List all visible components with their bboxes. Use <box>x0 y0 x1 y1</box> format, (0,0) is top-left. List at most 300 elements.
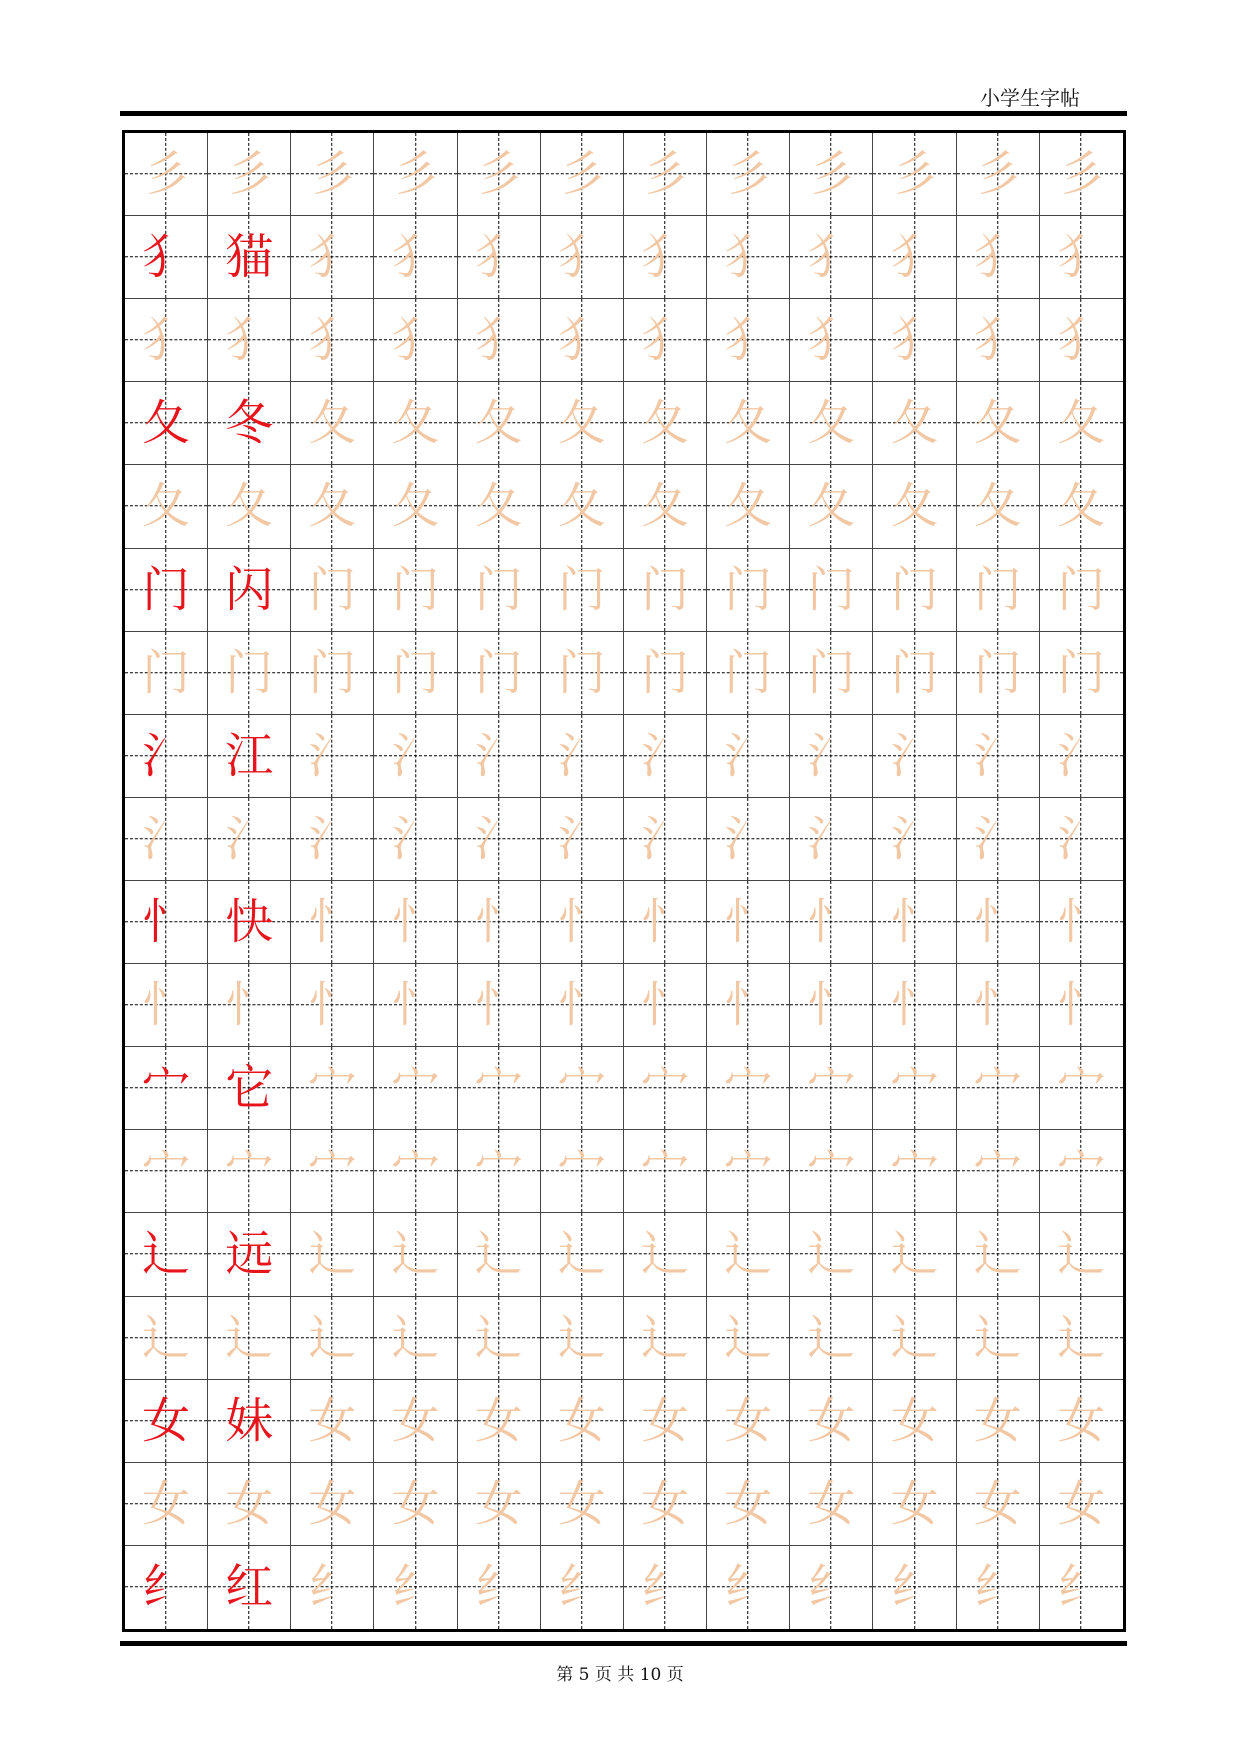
trace-character: 辶 <box>641 1309 690 1366</box>
grid-cell <box>1040 1380 1123 1463</box>
grid-cell <box>374 133 457 216</box>
trace-character: 犭 <box>807 229 856 286</box>
model-character: 快 <box>225 894 274 951</box>
trace-character: 宀 <box>142 1143 191 1200</box>
trace-character: 彡 <box>225 146 274 203</box>
grid-cell <box>125 216 208 299</box>
trace-character: 辶 <box>1057 1226 1106 1283</box>
trace-character: 辶 <box>391 1309 440 1366</box>
grid-cell <box>790 964 873 1047</box>
trace-character: 氵 <box>807 810 856 867</box>
trace-character: 犭 <box>557 229 606 286</box>
grid-cell <box>374 798 457 881</box>
grid-cell <box>957 798 1040 881</box>
trace-character: 犭 <box>890 312 939 369</box>
grid-cell <box>957 881 1040 964</box>
model-character: 远 <box>225 1226 274 1283</box>
grid-cell <box>873 382 956 465</box>
grid-cell <box>541 216 624 299</box>
grid-cell <box>125 1297 208 1380</box>
grid-cell <box>873 1213 956 1296</box>
grid-cell <box>374 299 457 382</box>
model-character: 妹 <box>225 1392 274 1449</box>
trace-character: 氵 <box>391 727 440 784</box>
trace-character: 纟 <box>1057 1559 1106 1616</box>
trace-character: 纟 <box>973 1559 1022 1616</box>
grid-cell <box>208 964 291 1047</box>
grid-cell <box>208 798 291 881</box>
grid-cell <box>790 632 873 715</box>
grid-cell <box>790 216 873 299</box>
trace-character: 辶 <box>890 1226 939 1283</box>
trace-character: 夂 <box>225 478 274 535</box>
grid-cell <box>790 1213 873 1296</box>
trace-character: 氵 <box>474 810 523 867</box>
trace-character: 门 <box>474 561 523 618</box>
grid-cell <box>957 1297 1040 1380</box>
grid-cell <box>707 632 790 715</box>
grid-cell <box>125 1546 208 1629</box>
grid-cell <box>957 299 1040 382</box>
grid-cell <box>624 881 707 964</box>
trace-character: 忄 <box>474 894 523 951</box>
grid-cell <box>624 382 707 465</box>
grid-cell <box>1040 465 1123 548</box>
grid-cell <box>291 632 374 715</box>
grid-cell <box>707 1213 790 1296</box>
grid-cell <box>957 465 1040 548</box>
trace-character: 夂 <box>1057 478 1106 535</box>
trace-character: 纟 <box>391 1559 440 1616</box>
trace-character: 忄 <box>474 977 523 1034</box>
trace-character: 忄 <box>557 894 606 951</box>
grid-cell <box>125 549 208 632</box>
grid-cell <box>458 299 541 382</box>
trace-character: 门 <box>973 644 1022 701</box>
grid-cell <box>125 299 208 382</box>
trace-character: 犭 <box>724 312 773 369</box>
trace-character: 辶 <box>807 1309 856 1366</box>
trace-character: 忄 <box>225 977 274 1034</box>
grid-cell <box>125 1380 208 1463</box>
grid-cell <box>458 465 541 548</box>
grid-cell <box>790 299 873 382</box>
trace-character: 彡 <box>391 146 440 203</box>
trace-character: 犭 <box>308 229 357 286</box>
grid-cell <box>125 1213 208 1296</box>
trace-character: 门 <box>308 644 357 701</box>
grid-cell <box>624 465 707 548</box>
trace-character: 夂 <box>557 478 606 535</box>
trace-character: 夂 <box>308 395 357 452</box>
trace-character: 女 <box>308 1475 357 1532</box>
grid-cell <box>707 133 790 216</box>
trace-character: 夂 <box>724 478 773 535</box>
trace-character: 门 <box>308 561 357 618</box>
trace-character: 忄 <box>391 977 440 1034</box>
grid-cell <box>873 881 956 964</box>
grid-cell <box>624 715 707 798</box>
grid-cell <box>873 465 956 548</box>
trace-character: 夂 <box>474 478 523 535</box>
grid-cell <box>957 1047 1040 1130</box>
grid-cell <box>458 1047 541 1130</box>
trace-character: 夂 <box>142 478 191 535</box>
grid-cell <box>541 549 624 632</box>
trace-character: 门 <box>641 644 690 701</box>
grid-cell <box>707 1546 790 1629</box>
grid-cell <box>458 798 541 881</box>
trace-character: 犭 <box>807 312 856 369</box>
header-title: 小学生字帖 <box>980 86 1080 110</box>
grid-cell <box>541 715 624 798</box>
trace-character: 彡 <box>1057 146 1106 203</box>
trace-character: 宀 <box>391 1060 440 1117</box>
grid-cell <box>374 549 457 632</box>
trace-character: 忄 <box>807 977 856 1034</box>
trace-character: 彡 <box>474 146 523 203</box>
grid-cell <box>790 798 873 881</box>
trace-character: 犭 <box>308 312 357 369</box>
grid-cell <box>624 549 707 632</box>
trace-character: 犭 <box>391 312 440 369</box>
trace-character: 犭 <box>890 229 939 286</box>
trace-character: 辶 <box>557 1226 606 1283</box>
model-character: 纟 <box>142 1559 191 1616</box>
model-character: 辶 <box>142 1226 191 1283</box>
grid-cell <box>873 1463 956 1546</box>
grid-cell <box>541 1546 624 1629</box>
grid-cell <box>458 133 541 216</box>
grid-cell <box>541 632 624 715</box>
grid-cell <box>790 549 873 632</box>
trace-character: 门 <box>557 561 606 618</box>
grid-cell <box>957 1380 1040 1463</box>
grid-cell <box>873 216 956 299</box>
trace-character: 忄 <box>308 894 357 951</box>
trace-character: 纟 <box>641 1559 690 1616</box>
grid-cell <box>208 382 291 465</box>
grid-cell <box>125 798 208 881</box>
trace-character: 门 <box>1057 561 1106 618</box>
trace-character: 夂 <box>391 395 440 452</box>
grid-cell <box>125 133 208 216</box>
grid-cell <box>208 465 291 548</box>
trace-character: 夂 <box>807 478 856 535</box>
grid-cell <box>291 1463 374 1546</box>
grid-cell <box>873 964 956 1047</box>
grid-cell <box>873 632 956 715</box>
grid-cell <box>624 133 707 216</box>
grid-cell <box>624 632 707 715</box>
trace-character: 纟 <box>474 1559 523 1616</box>
trace-character: 辶 <box>391 1226 440 1283</box>
trace-character: 宀 <box>1057 1060 1106 1117</box>
grid-cell <box>458 382 541 465</box>
trace-character: 门 <box>807 561 856 618</box>
grid-cell <box>624 1213 707 1296</box>
grid-cell <box>624 964 707 1047</box>
grid-cell <box>541 1380 624 1463</box>
grid-cell <box>291 1297 374 1380</box>
trace-character: 辶 <box>474 1226 523 1283</box>
trace-character: 忄 <box>1057 894 1106 951</box>
grid-cell <box>1040 1546 1123 1629</box>
grid-cell <box>1040 1463 1123 1546</box>
trace-character: 纟 <box>807 1559 856 1616</box>
trace-character: 女 <box>557 1392 606 1449</box>
trace-character: 辶 <box>973 1226 1022 1283</box>
grid-cell <box>374 1130 457 1213</box>
model-character: 夂 <box>142 395 191 452</box>
page-number: 第 5 页 共 10 页 <box>556 1665 684 1685</box>
trace-character: 宀 <box>308 1060 357 1117</box>
trace-character: 女 <box>973 1475 1022 1532</box>
grid-cell <box>624 1380 707 1463</box>
trace-character: 辶 <box>890 1309 939 1366</box>
trace-character: 宀 <box>807 1060 856 1117</box>
grid-cell <box>1040 1047 1123 1130</box>
trace-character: 门 <box>142 644 191 701</box>
model-character: 门 <box>142 561 191 618</box>
trace-character: 彡 <box>142 146 191 203</box>
grid-cell <box>541 1463 624 1546</box>
trace-character: 犭 <box>641 312 690 369</box>
trace-character: 夂 <box>391 478 440 535</box>
grid-cell <box>458 549 541 632</box>
grid-cell <box>208 299 291 382</box>
trace-character: 彡 <box>557 146 606 203</box>
trace-character: 宀 <box>724 1143 773 1200</box>
grid-cell <box>957 1130 1040 1213</box>
grid-cell <box>624 299 707 382</box>
grid-cell <box>125 1463 208 1546</box>
trace-character: 夂 <box>1057 395 1106 452</box>
trace-character: 犭 <box>474 229 523 286</box>
grid-cell <box>1040 1297 1123 1380</box>
model-character: 冬 <box>225 395 274 452</box>
grid-cell <box>291 881 374 964</box>
grid-cell <box>1040 1213 1123 1296</box>
grid-cell <box>873 1546 956 1629</box>
trace-character: 氵 <box>973 727 1022 784</box>
grid-cell <box>291 964 374 1047</box>
grid-cell <box>541 465 624 548</box>
grid-cell <box>374 715 457 798</box>
trace-character: 门 <box>724 644 773 701</box>
grid-cell <box>624 216 707 299</box>
grid-cell <box>1040 133 1123 216</box>
grid-cell <box>873 299 956 382</box>
grid-cell <box>458 1463 541 1546</box>
trace-character: 辶 <box>142 1309 191 1366</box>
trace-character: 忄 <box>308 977 357 1034</box>
trace-character: 辶 <box>973 1309 1022 1366</box>
trace-character: 宀 <box>641 1143 690 1200</box>
grid-cell <box>707 465 790 548</box>
grid-cell <box>458 1130 541 1213</box>
grid-cell <box>707 1380 790 1463</box>
trace-character: 宀 <box>807 1143 856 1200</box>
trace-character: 门 <box>391 561 440 618</box>
trace-character: 宀 <box>391 1143 440 1200</box>
grid-cell <box>957 1546 1040 1629</box>
grid-cell <box>1040 798 1123 881</box>
grid-cell <box>291 1380 374 1463</box>
model-character: 忄 <box>142 894 191 951</box>
trace-character: 女 <box>890 1475 939 1532</box>
trace-character: 女 <box>474 1475 523 1532</box>
grid-cell <box>790 1297 873 1380</box>
trace-character: 纟 <box>557 1559 606 1616</box>
trace-character: 辶 <box>724 1309 773 1366</box>
trace-character: 宀 <box>973 1143 1022 1200</box>
grid-cell <box>541 1297 624 1380</box>
trace-character: 宀 <box>890 1143 939 1200</box>
trace-character: 女 <box>557 1475 606 1532</box>
trace-character: 宀 <box>973 1060 1022 1117</box>
grid-cell <box>707 964 790 1047</box>
trace-character: 犭 <box>973 229 1022 286</box>
grid-cell <box>707 299 790 382</box>
grid-cell <box>291 1546 374 1629</box>
trace-character: 女 <box>724 1392 773 1449</box>
trace-character: 犭 <box>1057 312 1106 369</box>
trace-character: 氵 <box>641 810 690 867</box>
trace-character: 氵 <box>557 727 606 784</box>
trace-character: 夂 <box>807 395 856 452</box>
trace-character: 彡 <box>308 146 357 203</box>
grid-cell <box>790 1380 873 1463</box>
grid-cell <box>125 632 208 715</box>
trace-character: 氵 <box>1057 727 1106 784</box>
trace-character: 氵 <box>973 810 1022 867</box>
grid-cell <box>957 632 1040 715</box>
grid-cell <box>291 299 374 382</box>
trace-character: 氵 <box>724 810 773 867</box>
grid-cell <box>1040 549 1123 632</box>
trace-character: 宀 <box>724 1060 773 1117</box>
trace-character: 宀 <box>890 1060 939 1117</box>
model-character: 红 <box>225 1559 274 1616</box>
trace-character: 犭 <box>973 312 1022 369</box>
trace-character: 宀 <box>474 1060 523 1117</box>
grid-cell <box>291 1047 374 1130</box>
trace-character: 女 <box>142 1475 191 1532</box>
grid-cell <box>541 382 624 465</box>
trace-character: 纟 <box>890 1559 939 1616</box>
grid-cell <box>458 881 541 964</box>
trace-character: 门 <box>474 644 523 701</box>
grid-cell <box>208 632 291 715</box>
trace-character: 氵 <box>557 810 606 867</box>
grid-cell <box>873 1380 956 1463</box>
trace-character: 犭 <box>1057 229 1106 286</box>
trace-character: 女 <box>724 1475 773 1532</box>
trace-character: 门 <box>225 644 274 701</box>
trace-character: 忄 <box>641 977 690 1034</box>
grid-cell <box>208 1213 291 1296</box>
grid-cell <box>707 715 790 798</box>
grid-cell <box>208 1047 291 1130</box>
grid-cell <box>624 798 707 881</box>
grid-cell <box>873 798 956 881</box>
grid-cell <box>624 1297 707 1380</box>
trace-character: 忄 <box>973 977 1022 1034</box>
trace-character: 门 <box>391 644 440 701</box>
trace-character: 女 <box>474 1392 523 1449</box>
grid-cell <box>374 1047 457 1130</box>
trace-character: 女 <box>1057 1392 1106 1449</box>
trace-character: 忄 <box>973 894 1022 951</box>
grid-cell <box>458 216 541 299</box>
trace-character: 辶 <box>724 1226 773 1283</box>
trace-character: 女 <box>890 1392 939 1449</box>
trace-character: 氵 <box>391 810 440 867</box>
grid-cell <box>291 798 374 881</box>
trace-character: 犭 <box>391 229 440 286</box>
trace-character: 夂 <box>557 395 606 452</box>
trace-character: 女 <box>225 1475 274 1532</box>
model-character: 江 <box>225 727 274 784</box>
grid-cell <box>125 715 208 798</box>
grid-cell <box>458 964 541 1047</box>
grid-cell <box>1040 881 1123 964</box>
trace-character: 氵 <box>308 810 357 867</box>
trace-character: 门 <box>557 644 606 701</box>
grid-cell <box>957 964 1040 1047</box>
trace-character: 忄 <box>641 894 690 951</box>
trace-character: 宀 <box>474 1143 523 1200</box>
grid-cell <box>957 216 1040 299</box>
grid-cell <box>873 133 956 216</box>
grid-cell <box>125 1047 208 1130</box>
grid-cell <box>125 465 208 548</box>
trace-character: 犭 <box>474 312 523 369</box>
grid-cell <box>707 798 790 881</box>
grid-cell <box>957 133 1040 216</box>
model-character: 氵 <box>142 727 191 784</box>
grid-cell <box>208 1297 291 1380</box>
model-character: 闪 <box>225 561 274 618</box>
grid-cell <box>374 632 457 715</box>
grid-cell <box>624 1130 707 1213</box>
grid-cell <box>458 1380 541 1463</box>
trace-character: 犭 <box>142 312 191 369</box>
trace-character: 犭 <box>225 312 274 369</box>
grid-cell <box>208 1463 291 1546</box>
trace-character: 夂 <box>641 395 690 452</box>
grid-cell <box>873 1047 956 1130</box>
grid-cell <box>291 1213 374 1296</box>
grid-cell <box>707 1297 790 1380</box>
trace-character: 夂 <box>308 478 357 535</box>
grid-cell <box>374 465 457 548</box>
trace-character: 女 <box>807 1392 856 1449</box>
trace-character: 门 <box>890 561 939 618</box>
trace-character: 门 <box>724 561 773 618</box>
grid-cell <box>291 382 374 465</box>
grid-cell <box>957 549 1040 632</box>
grid-cell <box>957 1463 1040 1546</box>
practice-grid <box>122 130 1126 1632</box>
header-rule <box>120 111 1127 116</box>
trace-character: 纟 <box>724 1559 773 1616</box>
grid-cell <box>374 1297 457 1380</box>
grid-cell <box>957 382 1040 465</box>
trace-character: 辶 <box>474 1309 523 1366</box>
trace-character: 氵 <box>308 727 357 784</box>
